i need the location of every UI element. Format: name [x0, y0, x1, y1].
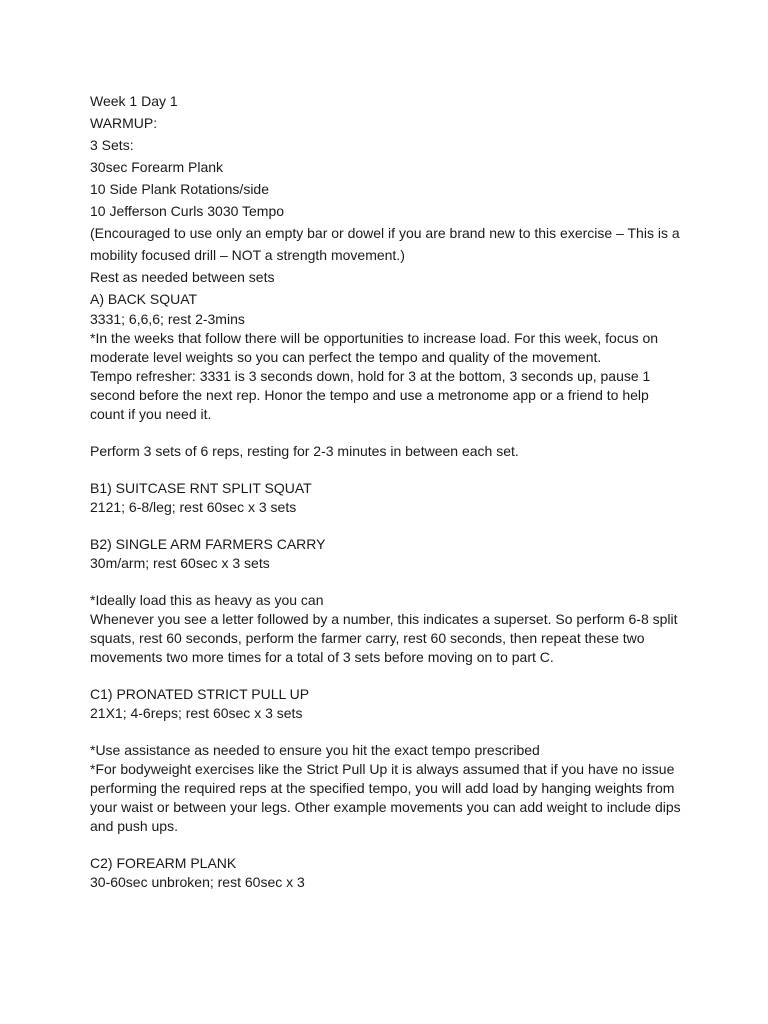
section-a-heading: A) BACK SQUAT	[90, 291, 198, 307]
paragraph-gap	[90, 517, 690, 535]
section-c1-note-line: your waist or between your legs. Other example movements you can add weight to include dips	[90, 799, 681, 815]
section-a-note-line: *In the weeks that follow there will be opportunities to increase load. For this week, focus on	[90, 330, 659, 346]
section-b2-note-line: Whenever you see a letter followed by a number, this indicates a superset. So perform 6-8 split	[90, 611, 678, 627]
section-c1-note-line: and push ups.	[90, 818, 178, 834]
paragraph-gap	[90, 573, 690, 591]
section-a-summary: Perform 3 sets of 6 reps, resting for 2-3 minutes in between each set.	[90, 443, 519, 459]
section-a-note-line: count if you need it.	[90, 406, 212, 422]
paragraph-gap	[90, 461, 690, 479]
day-title: Week 1 Day 1	[90, 93, 178, 109]
section-c2-prescription: 30-60sec unbroken; rest 60sec x 3	[90, 874, 305, 890]
warmup-note-line: (Encouraged to use only an empty bar or dowel if you are brand new to this exercise – This is a	[90, 225, 680, 241]
paragraph-gap	[90, 723, 690, 741]
warmup-item: 10 Side Plank Rotations/side	[90, 181, 269, 197]
section-a-prescription: 3331; 6,6,6; rest 2-3mins	[90, 311, 245, 327]
paragraph-gap	[90, 836, 690, 854]
section-b2-heading: B2) SINGLE ARM FARMERS CARRY	[90, 536, 326, 552]
paragraph-gap	[90, 424, 690, 442]
warmup-sets: 3 Sets:	[90, 137, 134, 153]
warmup-item: 10 Jefferson Curls 3030 Tempo	[90, 203, 285, 219]
section-b2-note-line: *Ideally load this as heavy as you can	[90, 592, 324, 608]
section-c1-note-line: *For bodyweight exercises like the Strict Pull Up it is always assumed that if you have no issue	[90, 761, 675, 777]
warmup-item: 30sec Forearm Plank	[90, 159, 224, 175]
section-b2-note-line: squats, rest 60 seconds, perform the farmer carry, rest 60 seconds, then repeat these two	[90, 630, 645, 646]
section-a-note-line: moderate level weights so you can perfect the tempo and quality of the movement.	[90, 349, 602, 365]
document-body	[90, 90, 690, 892]
section-b1-heading: B1) SUITCASE RNT SPLIT SQUAT	[90, 480, 312, 496]
section-c1-heading: C1) PRONATED STRICT PULL UP	[90, 686, 310, 702]
section-b2-note-line: movements two more times for a total of 3 sets before moving on to part C.	[90, 649, 554, 665]
section-c1-prescription: 21X1; 4-6reps; rest 60sec x 3 sets	[90, 705, 303, 721]
paragraph-gap	[90, 667, 690, 685]
section-c1-note-line: *Use assistance as needed to ensure you hit the exact tempo prescribed	[90, 742, 540, 758]
section-b2-prescription: 30m/arm; rest 60sec x 3 sets	[90, 555, 270, 571]
section-c2-heading: C2) FOREARM PLANK	[90, 855, 237, 871]
section-a-note-line: Tempo refresher: 3331 is 3 seconds down, hold for 3 at the bottom, 3 seconds up, pause 1	[90, 368, 651, 384]
section-b1-prescription: 2121; 6-8/leg; rest 60sec x 3 sets	[90, 499, 297, 515]
section-a-note-line: second before the next rep. Honor the tempo and use a metronome app or a friend to help	[90, 387, 649, 403]
warmup-note-line: mobility focused drill – NOT a strength movement.)	[90, 247, 405, 263]
warmup-heading: WARMUP:	[90, 115, 158, 131]
section-c1-note-line: performing the required reps at the specified tempo, you will add load by hanging weights from	[90, 780, 675, 796]
warmup-rest: Rest as needed between sets	[90, 269, 275, 285]
